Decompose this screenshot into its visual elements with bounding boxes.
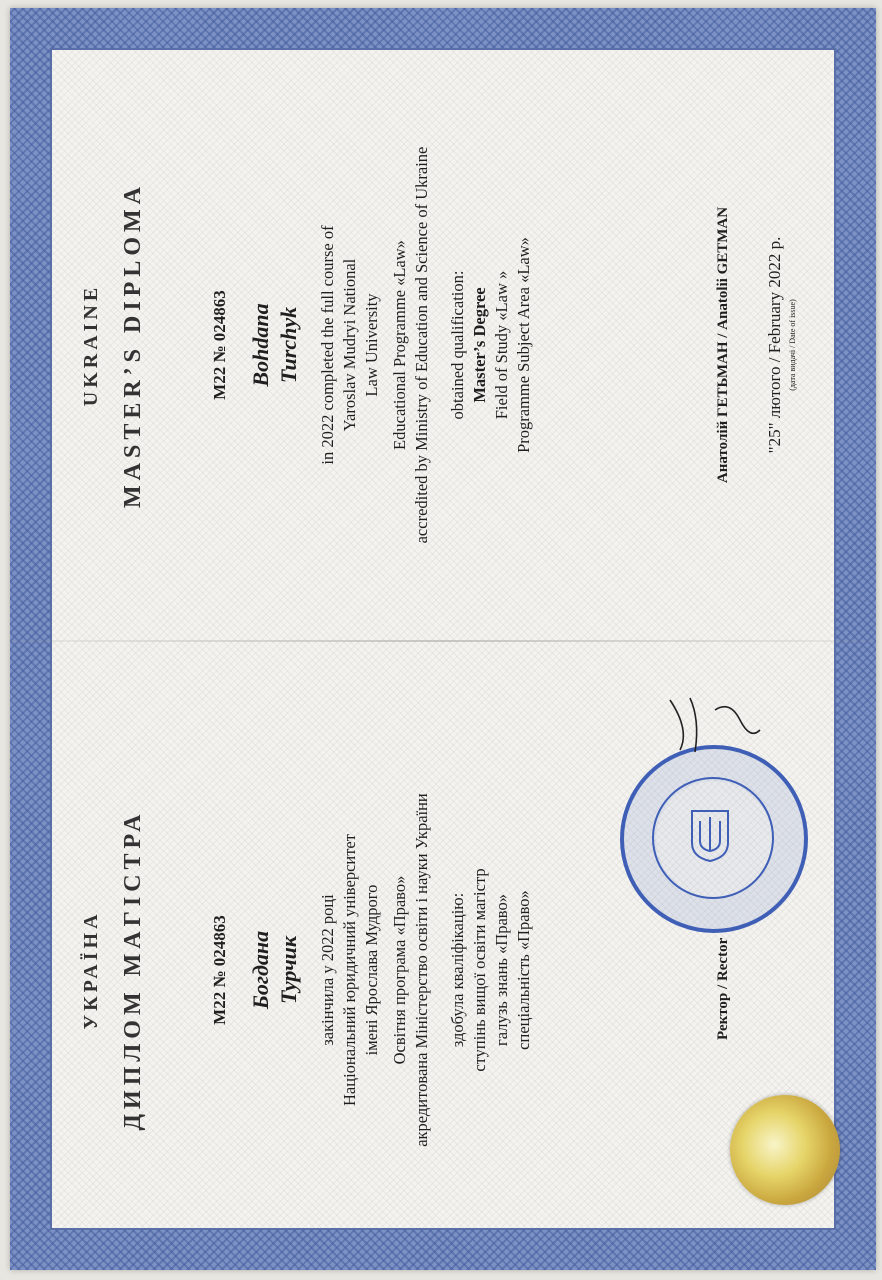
signatory-role: Ректор / Rector — [715, 937, 731, 1040]
body-line-en: accredited by Ministry of Education and Science of Ukraine — [412, 146, 431, 544]
fold-line — [10, 640, 872, 642]
body-line-en: Educational Programme «Law» — [390, 240, 409, 450]
first-name-ua: Богдана — [248, 930, 273, 1010]
body-line-ua: імені Ярослава Мудрого — [362, 884, 381, 1056]
body-line-en: Yaroslav Mudryi National — [340, 258, 359, 432]
issue-date: "25" лютого / February 2022 р. — [765, 236, 784, 454]
body-line-ua: галузь знань «Право» — [492, 894, 511, 1046]
body-line-ua: спеціальність «Право» — [514, 890, 533, 1050]
body-line-en: Field of Study «Law » — [492, 270, 511, 420]
diploma-title-ua: ДИПЛОМ МАГІСТРА — [120, 809, 146, 1131]
body-line-ua: Національний юридичний університет — [340, 834, 359, 1106]
diploma-number-ua: M22 № 024863 — [210, 915, 229, 1025]
official-seal — [620, 745, 808, 933]
signature-icon — [660, 690, 770, 760]
body-line-ua: закінчила у 2022 році — [318, 894, 337, 1046]
last-name-ua: Турчик — [276, 935, 301, 1005]
body-line-en: Programme Subject Area «Law» — [514, 237, 533, 453]
signatory-en: Анатолій ГЕТЬМАН / Anatolii GETMAN — [715, 206, 731, 484]
last-name-en: Turchyk — [276, 306, 301, 384]
first-name-en: Bohdana — [248, 303, 273, 387]
body-line-en: in 2022 completed the full course of — [318, 225, 337, 465]
body-line-en: Master’s Degree — [470, 287, 489, 403]
body-line-ua: ступінь вищої освіти магістр — [470, 868, 489, 1072]
body-line-en: Law University — [362, 293, 381, 397]
diploma-title-en: MASTER’S DIPLOMA — [120, 182, 146, 509]
hologram-sticker — [730, 1095, 840, 1205]
trident-icon — [686, 807, 734, 863]
country-ua: УКРАЇНА — [80, 910, 102, 1030]
country-en: UKRAINE — [80, 283, 102, 407]
body-line-ua: акредитована Міністерство освіти і науки України — [412, 793, 431, 1147]
diploma-number-en: M22 № 024863 — [210, 290, 229, 400]
body-line-ua: здобула кваліфікацію: — [448, 892, 467, 1048]
body-line-en: obtained qualification: — [448, 270, 467, 420]
body-line-ua: Освітня програма «Право» — [390, 875, 409, 1065]
issue-date-caption: (дата видачі / Date of issue) — [788, 299, 797, 391]
english-panel — [80, 65, 797, 625]
